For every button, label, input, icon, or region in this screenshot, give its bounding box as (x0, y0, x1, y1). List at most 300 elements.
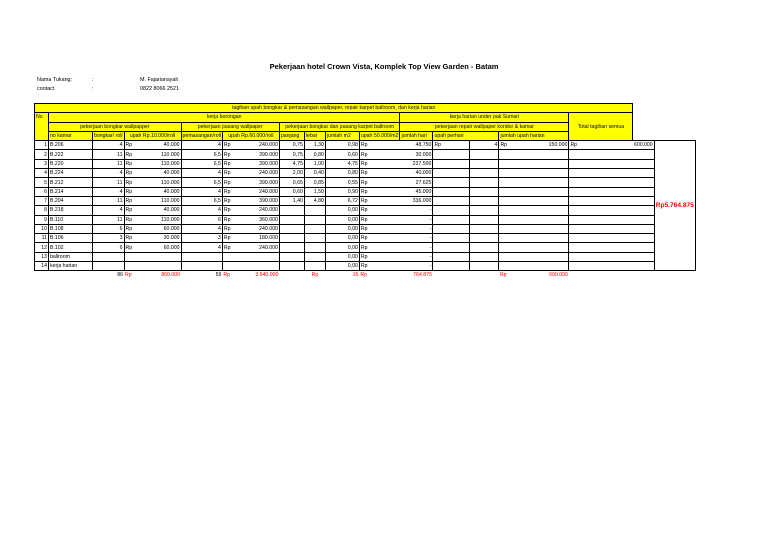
currency-cell: Rp (222, 150, 239, 159)
row-number: 9 (35, 215, 49, 224)
empty-cell (470, 206, 499, 215)
karpet-upah-cell: 40.000 (400, 169, 433, 178)
row-number: 6 (35, 187, 49, 196)
empty-cell (499, 252, 533, 261)
bongkar-cell (93, 252, 125, 261)
pasang-upah-cell (239, 262, 279, 271)
col-header: pemasangan/roll (182, 133, 221, 140)
total-pasang-upah: 3.540.000 (255, 272, 279, 279)
table-row (35, 196, 696, 205)
empty-cell (533, 159, 569, 168)
bongkar-cell: 4 (93, 206, 125, 215)
room-cell: B.212 (49, 178, 93, 187)
col-header: no kamar (49, 131, 93, 140)
empty-cell (633, 215, 654, 224)
bongkar-cell (93, 262, 125, 271)
room-cell: ballroom (49, 252, 93, 261)
currency-cell: Rp (222, 234, 239, 243)
empty-cell (533, 252, 569, 261)
bongkar-upah-cell: 60.000 (141, 224, 181, 233)
row-number: 3 (35, 159, 49, 168)
bongkar-upah-cell (141, 262, 181, 271)
karpet-upah-cell: - (400, 234, 433, 243)
table-row (35, 159, 696, 168)
pasang-cell: 4 (181, 224, 222, 233)
repair-header: pekerjaan repair wallpaper koridor & kamar (400, 122, 569, 131)
row-number: 4 (35, 169, 49, 178)
bongkar-upah-cell: 40.000 (141, 141, 181, 150)
bongkar-upah-cell: 40.000 (141, 206, 181, 215)
lebar-cell: 4,80 (304, 196, 325, 205)
empty-cell (533, 234, 569, 243)
room-cell: B.106 (49, 234, 93, 243)
empty-cell (470, 243, 499, 252)
currency-cell: Rp (359, 141, 400, 150)
empty-cell (470, 178, 499, 187)
empty-cell (533, 169, 569, 178)
col-header: upah Rp.60.000/roll (222, 131, 279, 140)
empty-cell (499, 206, 533, 215)
contact-value: 0822 8066 2521 (140, 86, 179, 92)
room-cell: B.218 (49, 206, 93, 215)
lebar-cell (304, 215, 325, 224)
currency-cell (222, 262, 239, 271)
empty-cell (633, 262, 654, 271)
empty-cell (569, 252, 633, 261)
empty-cell (499, 159, 533, 168)
m2-cell: 0,00 (325, 224, 359, 233)
pasang-upah-cell: 180.000 (239, 234, 279, 243)
total-currency: Rp (360, 272, 368, 279)
empty-cell (633, 169, 654, 178)
currency-cell: Rp (359, 234, 400, 243)
empty-cell (499, 224, 533, 233)
pasang-cell: 3 (181, 234, 222, 243)
bongkar-upah-cell: 40.000 (141, 187, 181, 196)
panjang-cell: 0,60 (279, 187, 304, 196)
currency-cell: Rp (222, 243, 239, 252)
total-bongkar: 86 (117, 272, 124, 279)
panjang-cell: 1,40 (279, 196, 304, 205)
currency-cell: Rp (222, 224, 239, 233)
empty-cell (569, 224, 633, 233)
empty-cell (569, 150, 633, 159)
total-bongkar-upah: 860.000 (161, 272, 181, 279)
harian-header: kerja harian under pak Sumari (400, 113, 569, 122)
currency-cell: Rp (222, 187, 239, 196)
total-karpet-upah: 764.875 (413, 272, 432, 279)
empty-cell (533, 224, 569, 233)
bongkar-cell: 11 (93, 159, 125, 168)
m2-cell: 0,00 (325, 206, 359, 215)
pasang-upah-cell: 390.000 (239, 159, 279, 168)
empty-cell (533, 150, 569, 159)
currency-cell (124, 262, 141, 271)
empty-cell (569, 169, 633, 178)
empty-cell (533, 178, 569, 187)
table-row (35, 150, 696, 159)
currency-cell: Rp (124, 159, 141, 168)
bongkar-cell: 4 (93, 187, 125, 196)
empty-cell (433, 187, 470, 196)
empty-cell (533, 262, 569, 271)
panjang-cell: 0,75 (279, 150, 304, 159)
row-number: 14 (35, 262, 49, 271)
bongkar-cell: 6 (93, 243, 125, 252)
m2-cell: 0,60 (325, 150, 359, 159)
col-header: jumlah hari (400, 131, 433, 140)
grand-total-value: 5.764.875 (664, 201, 694, 209)
currency-cell: Rp (222, 178, 239, 187)
currency-cell: Rp (124, 178, 141, 187)
m2-cell: 0,98 (325, 141, 359, 150)
m2-cell: 0,90 (325, 187, 359, 196)
pasang-upah-cell: 390.000 (239, 178, 279, 187)
room-cell: B.222 (49, 150, 93, 159)
currency-cell: Rp (124, 187, 141, 196)
lebar-cell: 0,80 (304, 150, 325, 159)
hari-cell: 4 (470, 141, 499, 150)
empty-cell (569, 243, 633, 252)
bongkar-cell: 11 (93, 215, 125, 224)
currency-cell: Rp (124, 169, 141, 178)
room-cell: B.108 (49, 224, 93, 233)
name-colon: : (92, 77, 94, 83)
m2-cell: 6,72 (325, 196, 359, 205)
pasang-cell: 4 (181, 206, 222, 215)
empty-cell (633, 150, 654, 159)
currency-cell: Rp (222, 141, 239, 150)
panjang-cell: 0,65 (279, 178, 304, 187)
pasang-upah-cell: 240.000 (239, 243, 279, 252)
karpet-upah-cell: - (400, 224, 433, 233)
m2-cell: 0,00 (325, 252, 359, 261)
col-header: upah perhari (433, 131, 499, 140)
bongkar-upah-cell: 110.000 (141, 150, 181, 159)
panjang-cell (279, 262, 304, 271)
currency-cell: Rp (359, 159, 400, 168)
room-cell: B.102 (49, 243, 93, 252)
empty-cell (499, 215, 533, 224)
empty-cell (569, 215, 633, 224)
empty-cell (433, 169, 470, 178)
total-harian: 600.000 (549, 272, 568, 279)
currency-cell: Rp (359, 187, 400, 196)
empty-cell (433, 224, 470, 233)
currency-cell: Rp (124, 150, 141, 159)
pasang-header: pekerjaan pasang wallpaper (181, 122, 279, 131)
empty-cell (569, 187, 633, 196)
total-currency: Rp (311, 272, 319, 279)
row-number: 2 (35, 150, 49, 159)
pasang-upah-cell: 240.000 (239, 169, 279, 178)
currency-cell: Rp (124, 224, 141, 233)
empty-cell (470, 196, 499, 205)
empty-cell (569, 234, 633, 243)
panjang-cell (279, 215, 304, 224)
empty-cell (499, 243, 533, 252)
empty-cell (433, 150, 470, 159)
col-header: upah Rp.10.000/roll (124, 131, 181, 140)
room-cell: B.220 (49, 159, 93, 168)
empty-cell (533, 243, 569, 252)
empty-cell (533, 206, 569, 215)
empty-cell (470, 150, 499, 159)
empty-cell (433, 234, 470, 243)
pasang-upah-cell: 390.000 (239, 150, 279, 159)
bongkar-upah-cell (141, 252, 181, 261)
bongkar-cell: 4 (93, 169, 125, 178)
table-row (35, 187, 696, 196)
bongkar-cell: 6 (93, 224, 125, 233)
currency-cell: Rp (124, 215, 141, 224)
currency-cell: Rp (222, 215, 239, 224)
empty-cell (499, 234, 533, 243)
m2-cell: 0,00 (325, 234, 359, 243)
pasang-cell: 6,5 (181, 178, 222, 187)
lebar-cell (304, 262, 325, 271)
empty-cell (633, 196, 654, 205)
contact-colon: : (92, 86, 94, 92)
row-number: 13 (35, 252, 49, 261)
currency-cell: Rp (359, 224, 400, 233)
invoice-table (34, 103, 696, 280)
empty-cell (499, 178, 533, 187)
empty-cell (633, 159, 654, 168)
empty-cell (533, 196, 569, 205)
row-number: 8 (35, 206, 49, 215)
currency-cell: Rp (124, 234, 141, 243)
currency-cell: Rp (222, 206, 239, 215)
row-number: 10 (35, 224, 49, 233)
bongkar-upah-cell: 40.000 (141, 169, 181, 178)
currency-cell: Rp (359, 252, 400, 261)
lebar-cell: 0,40 (304, 169, 325, 178)
col-header: bongkar/ roll (94, 133, 123, 140)
panjang-cell: 2,00 (279, 169, 304, 178)
m2-cell: 0,80 (325, 169, 359, 178)
bongkar-upah-cell: 60.000 (141, 243, 181, 252)
empty-cell (569, 206, 633, 215)
page-title: Pekerjaan hotel Crown Vista, Komplek Top View Garden - Batam (269, 62, 499, 71)
karpet-upah-cell: 237.500 (400, 159, 433, 168)
empty-cell (433, 252, 470, 261)
bongkar-cell: 11 (93, 178, 125, 187)
empty-cell (569, 262, 633, 271)
bongkar-header: pekerjaan bongkar wallpapper (49, 122, 182, 131)
total-pasang: 59 (215, 272, 222, 279)
table-row (35, 262, 696, 271)
currency-cell: Rp (222, 159, 239, 168)
empty-cell (433, 262, 470, 271)
currency-cell: Rp (124, 196, 141, 205)
empty-cell (433, 215, 470, 224)
col-header: jumlah upah harian (499, 131, 569, 140)
empty-cell (470, 187, 499, 196)
empty-cell (633, 206, 654, 215)
pasang-cell: 4 (181, 243, 222, 252)
grand-total-currency: Rp (655, 201, 665, 209)
pasang-upah-cell: 360.000 (239, 215, 279, 224)
pasang-upah-cell: 390.000 (239, 196, 279, 205)
room-cell: kerja harian (49, 262, 93, 271)
empty-cell (633, 234, 654, 243)
room-cell: B.224 (49, 169, 93, 178)
currency-cell: Rp (124, 141, 141, 150)
m2-cell: 0,00 (325, 262, 359, 271)
lebar-cell (304, 206, 325, 215)
currency-cell: Rp (222, 196, 239, 205)
col-header: panjang (279, 131, 304, 140)
m2-cell: 4,75 (325, 159, 359, 168)
name-label: Nama Tukang: (37, 77, 73, 83)
currency-cell (124, 252, 141, 261)
pasang-cell: 4 (181, 169, 222, 178)
empty-cell (499, 169, 533, 178)
bongkar-upah-cell: 110.000 (141, 159, 181, 168)
lebar-cell (304, 234, 325, 243)
empty-cell (499, 150, 533, 159)
karpet-upah-cell: - (400, 252, 433, 261)
lebar-cell: 1,50 (304, 187, 325, 196)
table-row (35, 224, 696, 233)
currency-cell (222, 252, 239, 261)
panjang-cell (279, 234, 304, 243)
pasang-cell: 6 (181, 215, 222, 224)
room-cell: B.110 (49, 215, 93, 224)
lebar-cell: 0,85 (304, 178, 325, 187)
table-row (35, 178, 696, 187)
pasang-cell (181, 262, 222, 271)
m2-cell: 0,00 (325, 243, 359, 252)
lebar-cell (304, 243, 325, 252)
grand-total (654, 141, 695, 271)
empty-cell (470, 159, 499, 168)
pasang-cell: 6,5 (181, 159, 222, 168)
pasang-cell: 4 (181, 141, 222, 150)
m2-cell: 0,00 (325, 215, 359, 224)
pasang-cell: 4 (181, 187, 222, 196)
panjang-cell (279, 206, 304, 215)
empty-cell (633, 178, 654, 187)
karpet-upah-cell: - (400, 262, 433, 271)
room-cell: B.214 (49, 187, 93, 196)
lebar-cell (304, 252, 325, 261)
empty-cell (433, 178, 470, 187)
total-currency: Rp (125, 272, 132, 279)
pasang-upah-cell (239, 252, 279, 261)
currency-cell: Rp (569, 141, 633, 150)
borongan-header: kerja borongan (49, 113, 400, 122)
bongkar-upah-cell: 110.000 (141, 196, 181, 205)
row-number: 7 (35, 196, 49, 205)
empty-cell (470, 252, 499, 261)
row-number: 11 (35, 234, 49, 243)
total-currency: Rp (499, 272, 507, 279)
empty-cell (633, 243, 654, 252)
panjang-cell (279, 243, 304, 252)
empty-cell (470, 169, 499, 178)
empty-cell (470, 215, 499, 224)
empty-cell (433, 243, 470, 252)
empty-cell (633, 187, 654, 196)
row-number: 5 (35, 178, 49, 187)
total-header: Total tagihan semua (569, 113, 633, 141)
currency-cell: Rp (359, 215, 400, 224)
table-row (35, 252, 696, 261)
currency-cell: Rp (499, 141, 533, 150)
panjang-cell (279, 224, 304, 233)
currency-cell: Rp (222, 169, 239, 178)
empty-cell (470, 234, 499, 243)
empty-cell (470, 224, 499, 233)
pasang-cell: 6,5 (181, 150, 222, 159)
currency-cell: Rp (359, 206, 400, 215)
main-header: tagihan upah bongkar & pemasangan wallpaper, repair karpet ballroom, dan kerja harian (35, 104, 633, 113)
currency-cell: Rp (359, 150, 400, 159)
table-row (35, 215, 696, 224)
room-cell: B.206 (49, 141, 93, 150)
table-row (35, 234, 696, 243)
karpet-upah-cell: - (400, 243, 433, 252)
pasang-upah-cell: 240.000 (239, 206, 279, 215)
empty-cell (470, 262, 499, 271)
row-number: 1 (35, 141, 49, 150)
currency-cell: Rp (124, 206, 141, 215)
bongkar-cell: 4 (93, 141, 125, 150)
karpet-upah-cell: 30.000 (400, 150, 433, 159)
perhari-cell: 150.000 (533, 141, 569, 150)
empty-cell (433, 196, 470, 205)
karpet-upah-cell: 45.000 (400, 187, 433, 196)
bongkar-cell: 11 (93, 150, 125, 159)
currency-cell: Rp (359, 243, 400, 252)
harian-jumlah-cell: 600.000 (633, 142, 653, 149)
contact-label: contact (37, 86, 55, 92)
currency-cell: Rp (359, 262, 400, 271)
currency-cell: Rp (359, 196, 400, 205)
karpet-header: pekerjaan bongkar dan pasang karpet ballroom (279, 122, 400, 131)
currency-cell: Rp (359, 178, 400, 187)
no-header: No (35, 113, 49, 141)
karpet-upah-cell: 48.750 (400, 141, 433, 150)
empty-cell (499, 262, 533, 271)
bongkar-upah-cell: 110.000 (141, 215, 181, 224)
karpet-upah-cell: - (400, 215, 433, 224)
empty-cell (533, 215, 569, 224)
currency-cell: Rp (433, 141, 470, 150)
total-m2: 15 (352, 272, 359, 279)
panjang-cell: 0,75 (279, 141, 304, 150)
bongkar-cell: 11 (93, 196, 125, 205)
table-row (35, 169, 696, 178)
empty-cell (569, 159, 633, 168)
karpet-upah-cell: - (400, 206, 433, 215)
bongkar-upah-cell: 110.000 (141, 178, 181, 187)
m2-cell: 0,55 (325, 178, 359, 187)
karpet-upah-cell: 27.625 (400, 178, 433, 187)
panjang-cell: 4,75 (279, 159, 304, 168)
col-header: lebar (304, 131, 325, 140)
bongkar-upah-cell: 30.000 (141, 234, 181, 243)
room-cell: B.204 (49, 196, 93, 205)
empty-cell (499, 196, 533, 205)
pasang-upah-cell: 240.000 (239, 224, 279, 233)
table-row (35, 141, 696, 150)
row-number: 12 (35, 243, 49, 252)
lebar-cell (304, 224, 325, 233)
empty-cell (433, 159, 470, 168)
